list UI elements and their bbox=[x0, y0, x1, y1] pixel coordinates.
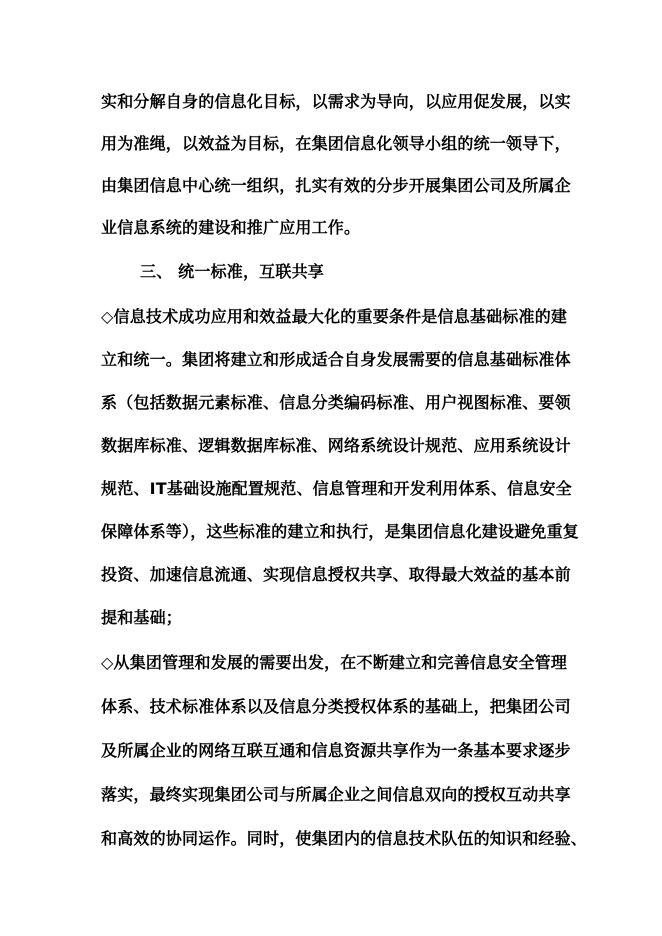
paragraph-line: 提和基础； bbox=[101, 608, 183, 627]
paragraph-line: ◇从集团管理和发展的需要出发，在不断建立和完善信息安全管理 bbox=[101, 653, 568, 672]
paragraph-line: ◇信息技术成功应用和效益最大化的重要条件是信息基础标准的建 bbox=[101, 307, 568, 326]
paragraph-line: 落实，最终实现集团公司与所属企业之间信息双向的授权互动共享 bbox=[101, 785, 571, 804]
paragraph-line: 业信息系统的建设和推广应用工作。 bbox=[101, 218, 361, 237]
paragraph-line: 系（包括数据元素标准、信息分类编码标准、用户视图标准、要领 bbox=[101, 393, 571, 412]
paragraph-line: 投资、加速信息流通、实现信息授权共享、取得最大效益的基本前 bbox=[101, 565, 571, 584]
paragraph-line: 规范、IT基础设施配置规范、信息管理和开发利用体系、信息安全 bbox=[101, 479, 572, 498]
paragraph-line: 保障体系等），这些标准的建立和执行，是集团信息化建设避免重复 bbox=[101, 522, 580, 541]
section-heading: 三、 统一标准，互联共享 bbox=[140, 262, 324, 281]
paragraph-line: 由集团信息中心统一组织，扎实有效的分步开展集团公司及所属企 bbox=[101, 176, 571, 195]
paragraph-line: 及所属企业的网络互联互通和信息资源共享作为一条基本要求逐步 bbox=[101, 741, 571, 760]
paragraph-line: 实和分解自身的信息化目标，以需求为导向，以应用促发展，以实 bbox=[101, 92, 571, 111]
paragraph-line: 立和统一。集团将建立和形成适合自身发展需要的信息基础标准体 bbox=[101, 350, 571, 369]
paragraph-line: 和高效的协同运作。同时，使集团内的信息技术队伍的知识和经验、 bbox=[101, 829, 588, 848]
paragraph-line: 体系、技术标准体系以及信息分类授权体系的基础上，把集团公司 bbox=[101, 697, 571, 716]
paragraph-line: 数据库标准、逻辑数据库标准、网络系统设计规范、应用系统设计 bbox=[101, 436, 571, 455]
paragraph-line: 用为准绳，以效益为目标，在集团信息化领导小组的统一领导下， bbox=[101, 134, 571, 153]
